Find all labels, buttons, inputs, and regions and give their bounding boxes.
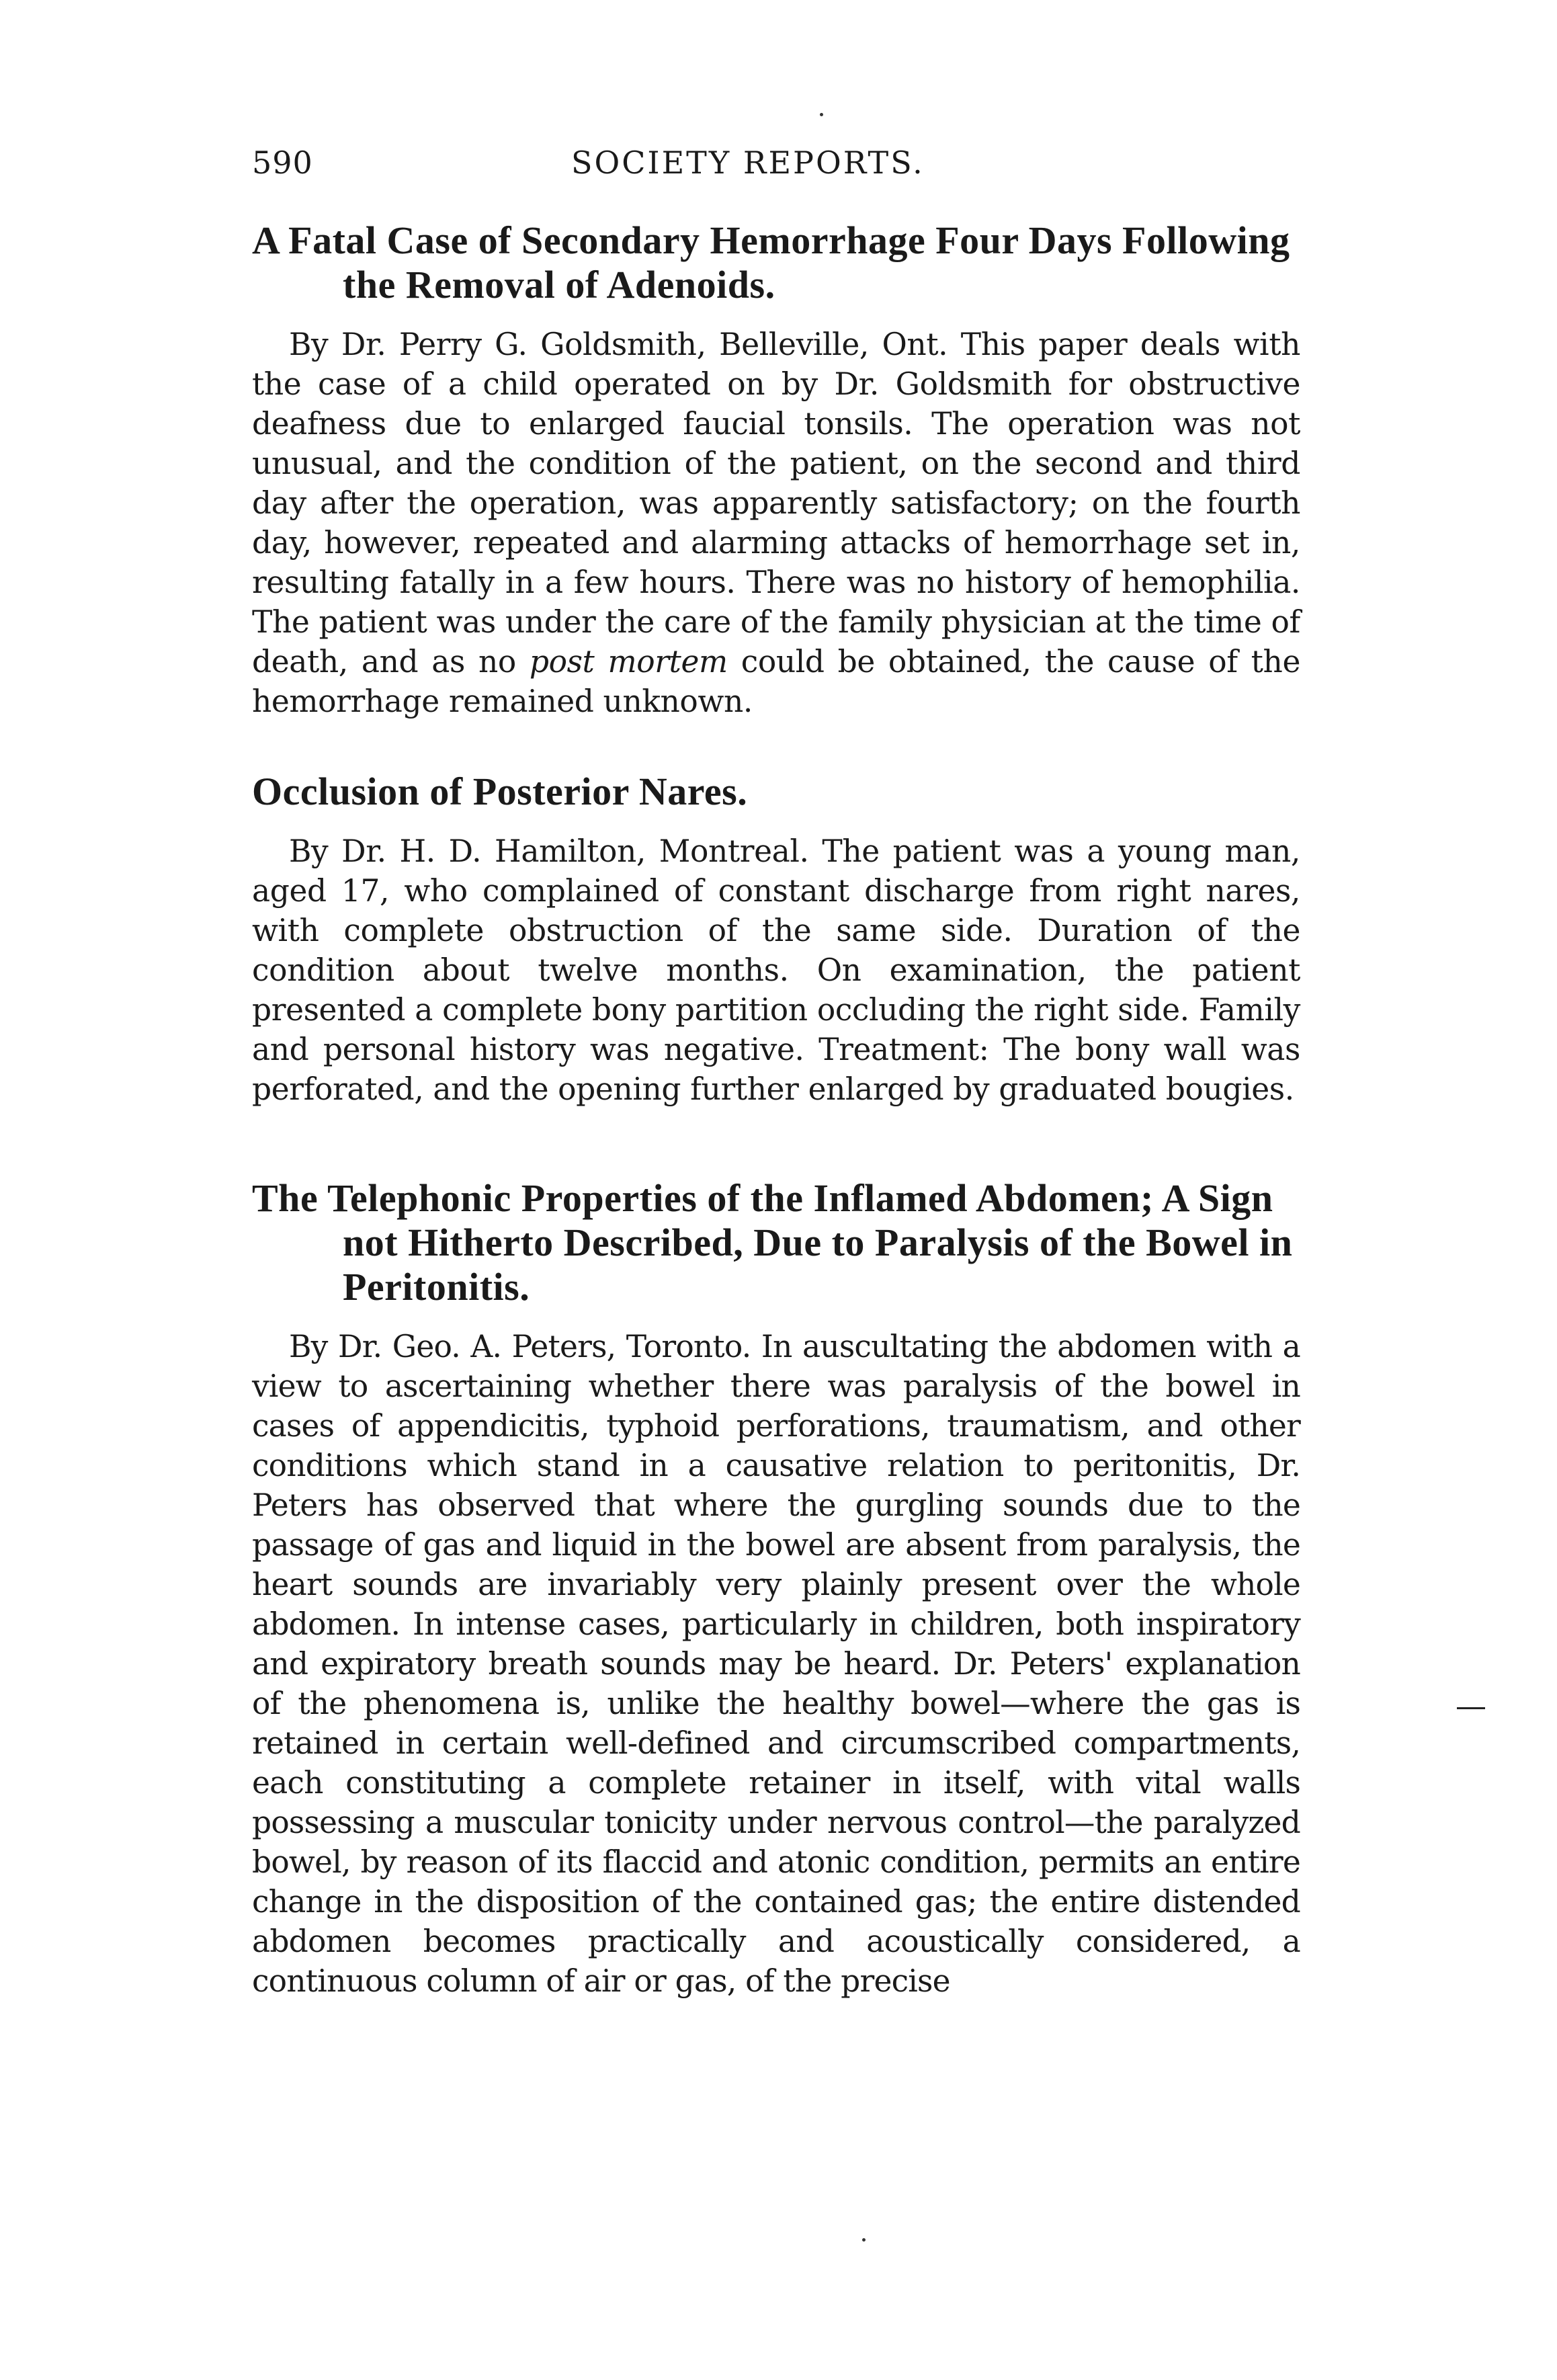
print-speck	[862, 2238, 866, 2242]
article-title: A Fatal Case of Secondary Hemorrhage Four Days Following the Removal of Adenoids.	[252, 218, 1290, 306]
article-occlusion-nares	[252, 770, 1300, 1109]
article-body-italic: post mortem	[529, 644, 728, 680]
article-body-end: could be obtained, the cause of the hemorrhage remained unknown.	[252, 644, 1300, 719]
running-head: SOCIETY REPORTS.	[571, 145, 925, 181]
print-speck	[820, 113, 823, 116]
article-body: By Dr. H. D. Hamilton, Montreal. The patient was a young man, aged 17, who complained of constant discharge from right nares, with complete obstruction of the same side. Duration of the condition about twelve months. On examination, the patient presented a complete bony partition occluding the right side. Family and personal history was negative. Treatment: The bony wall was perforated, and the opening further enlarged by graduated bougies.	[252, 833, 1300, 1107]
article-title: The Telephonic Properties of the Inflamed Abdomen; A Sign not Hitherto Described, Due to Paralysis of the Bowel in Peritonitis.	[252, 1176, 1293, 1309]
page-header	[252, 145, 1300, 205]
document-page	[252, 145, 1300, 2001]
article-body	[252, 325, 1300, 721]
page-number: 590	[252, 145, 313, 181]
article-title: Occlusion of Posterior Nares.	[252, 770, 748, 813]
article-body: By Dr. Geo. A. Peters, Toronto. In auscultating the abdomen with a view to ascertaining whether there was paralysis of the bowel in cases of appendicitis, typhoid perforations, traumatism, and other conditions which stand in a causative relation to peritonitis, Dr. Peters has observed that where the gurgling sounds due to the passage of gas and liquid in the bowel are absent from paralysis, the heart sounds are invariably very plainly present over the whole abdomen. In intense cases, particularly in children, both inspiratory and expiratory breath sounds may be heard. Dr. Peters' explanation of the phenomena is, unlike the healthy bowel—where the gas is retained in certain well-defined and circumscribed compartments, each constituting a complete retainer in itself, with vital walls possessing a muscular tonicity under nervous control—the paralyzed bowel, by reason of its flaccid and atonic condition, permits an entire change in the disposition of the contained gas; the entire distended abdomen becomes practically and acoustically considered, a continuous column of air or gas, of the precise	[252, 1329, 1300, 1999]
article-fatal-hemorrhage	[252, 218, 1300, 721]
article-telephonic-abdomen	[252, 1176, 1300, 2001]
margin-mark	[1457, 1707, 1485, 1709]
article-body-text: By Dr. Perry G. Goldsmith, Belleville, Ont. This paper deals with the case of a child operated on by Dr. Goldsmith for obstructive deafness due to enlarged faucial tonsils. The operation was not unusual, and the condition of the patient, on the second and third day after the operation, was apparently satisfactory; on the fourth day, however, repeated and alarming attacks of hemorrhage set in, resulting fatally in a few hours. There was no history of hemophilia. The patient was under the care of the family physician at the time of death, and as no	[252, 327, 1300, 680]
